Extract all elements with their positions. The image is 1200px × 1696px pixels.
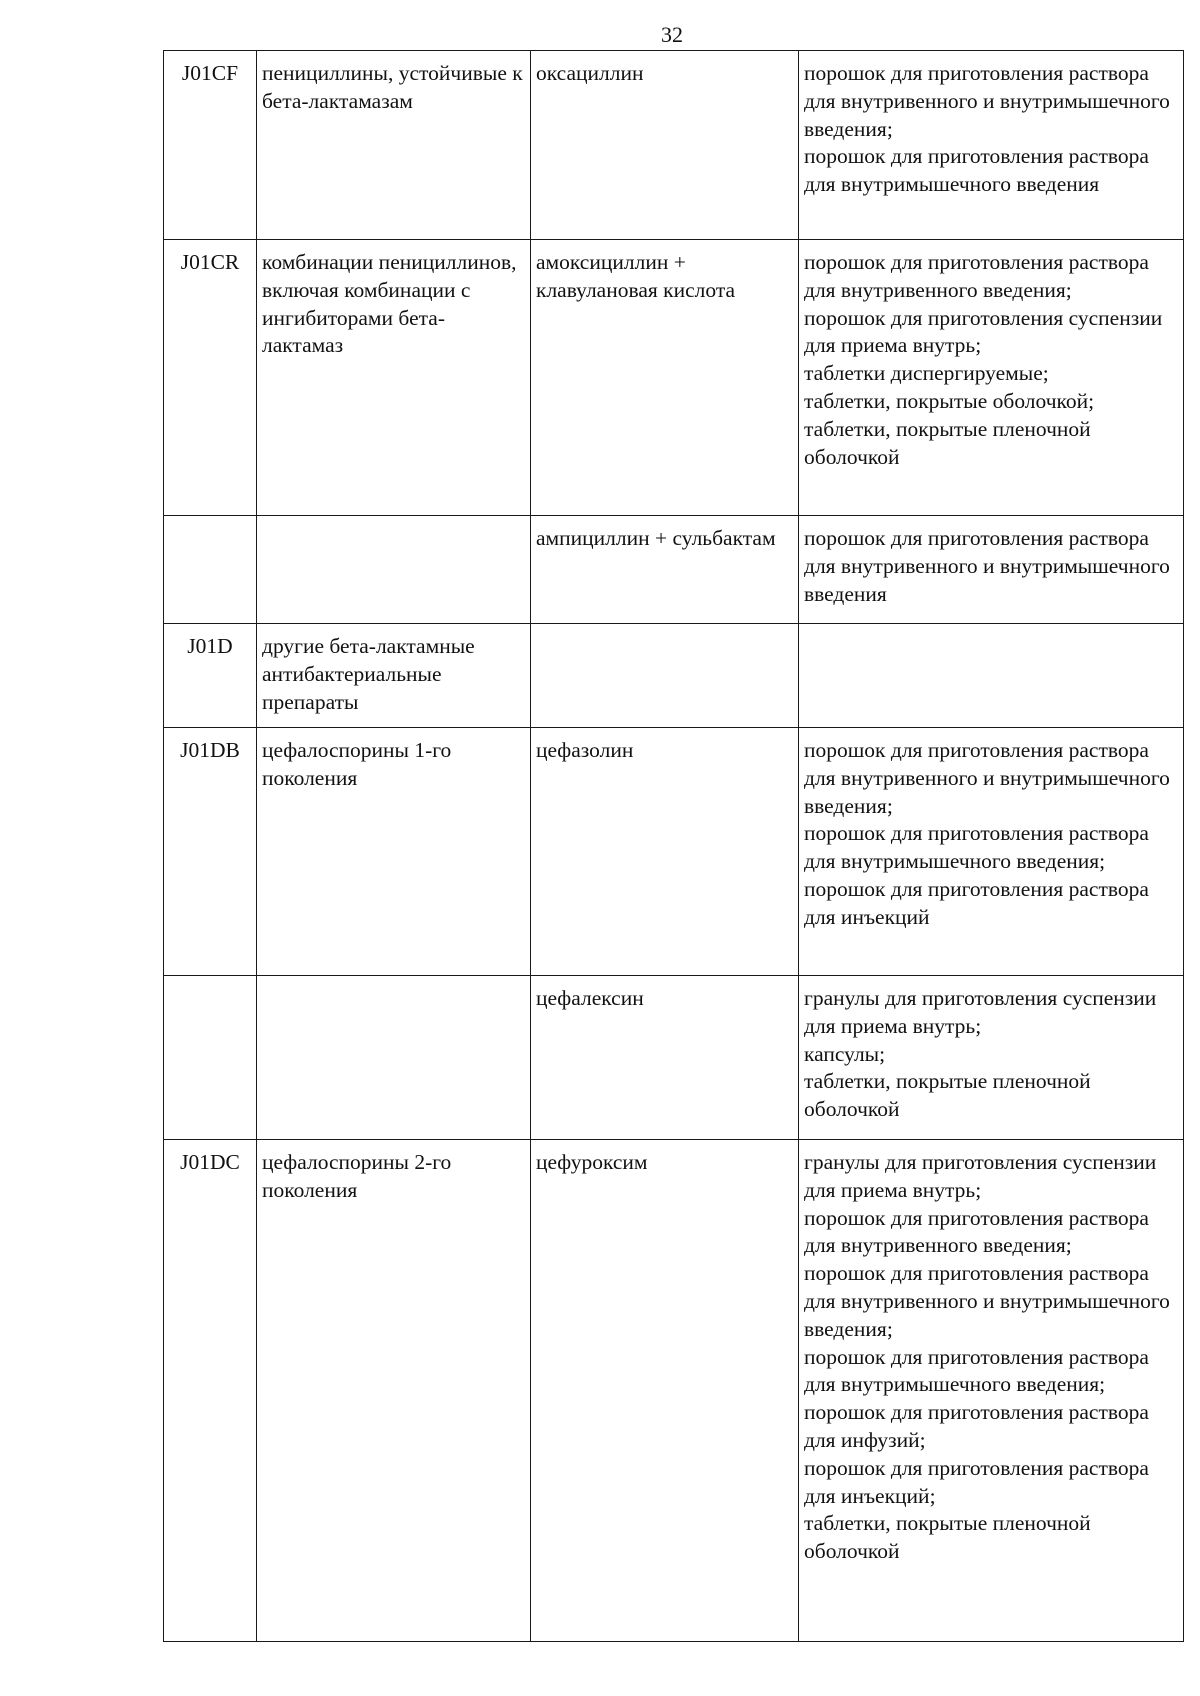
dosage-form: порошок для приготовления раствора для внутривенного и внутримышечного введения — [804, 526, 1170, 606]
table-row — [164, 728, 1184, 976]
drug-name: ампициллин + сульбактам — [531, 516, 799, 624]
dosage-form: порошок для приготовления раствора для внутривенного и внутримышечного введения; — [804, 738, 1170, 818]
dosage-form: порошок для приготовления раствора для инфузий; — [804, 1400, 1149, 1452]
atc-code: J01DC — [164, 1140, 257, 1642]
dosage-forms — [799, 240, 1184, 516]
dosage-form: таблетки, покрытые пленочной оболочкой — [804, 1069, 1091, 1122]
table-row — [164, 624, 1184, 728]
dosage-form: таблетки диспергируемые; — [804, 361, 1049, 386]
dosage-forms — [799, 976, 1184, 1140]
dosage-form: порошок для приготовления раствора для внутривенного введения; — [804, 1205, 1149, 1258]
dosage-form: порошок для приготовления раствора для инъекций; — [804, 1455, 1149, 1508]
dosage-form: порошок для приготовления раствора для внутривенного и внутримышечного введения; — [804, 1261, 1170, 1341]
dosage-form: гранулы для приготовления суспензии для приема внутрь; — [804, 1150, 1157, 1202]
dosage-form: порошок для приготовления раствора для внутривенного введения; — [804, 250, 1149, 302]
atc-code: J01CR — [164, 240, 257, 516]
dosage-forms — [799, 624, 1184, 728]
dosage-form: таблетки, покрытые пленочной оболочкой — [804, 416, 1091, 469]
drug-name: амоксициллин + клавулановая кислота — [531, 240, 799, 516]
dosage-form: порошок для приготовления раствора для инъекций — [804, 876, 1149, 929]
drug-name: цефазолин — [531, 728, 799, 976]
drug-group — [257, 516, 531, 624]
dosage-form: гранулы для приготовления суспензии для приема внутрь; — [804, 986, 1157, 1038]
page-number: 32 — [661, 22, 683, 47]
drug-group: другие бета-лактамные антибактериальные препараты — [257, 624, 531, 728]
drug-group: цефалоспорины 1-го поколения — [257, 728, 531, 976]
drug-name — [531, 624, 799, 728]
dosage-form: порошок для приготовления суспензии для приема внутрь; — [804, 305, 1163, 358]
dosage-forms — [799, 51, 1184, 240]
atc-code: J01D — [164, 624, 257, 728]
table-row — [164, 240, 1184, 516]
dosage-forms — [799, 516, 1184, 624]
table-row — [164, 51, 1184, 240]
table-row — [164, 1140, 1184, 1642]
drug-group: комбинации пенициллинов, включая комбинации с ингибиторами бета-лактамаз — [257, 240, 531, 516]
atc-code — [164, 516, 257, 624]
dosage-form: порошок для приготовления раствора для внутривенного и внутримышечного введения; — [804, 61, 1170, 141]
drug-group: пенициллины, устойчивые к бета-лактамазам — [257, 51, 531, 240]
drug-name: оксациллин — [531, 51, 799, 240]
drug-name: цефалексин — [531, 976, 799, 1140]
drug-group — [257, 976, 531, 1140]
dosage-form: капсулы; — [804, 1041, 886, 1066]
atc-code: J01CF — [164, 51, 257, 240]
atc-code: J01DB — [164, 728, 257, 976]
atc-code — [164, 976, 257, 1140]
dosage-form: таблетки, покрытые оболочкой; — [804, 388, 1095, 413]
dosage-form: порошок для приготовления раствора для внутримышечного введения; — [804, 1344, 1149, 1397]
dosage-form: порошок для приготовления раствора для внутримышечного введения; — [804, 821, 1149, 874]
drug-name: цефуроксим — [531, 1140, 799, 1642]
drug-group: цефалоспорины 2-го поколения — [257, 1140, 531, 1642]
table-row — [164, 516, 1184, 624]
table-row — [164, 976, 1184, 1140]
dosage-form: таблетки, покрытые пленочной оболочкой — [804, 1511, 1091, 1564]
dosage-forms — [799, 728, 1184, 976]
dosage-forms — [799, 1140, 1184, 1642]
drug-table — [163, 50, 1184, 1642]
dosage-form: порошок для приготовления раствора для внутримышечного введения — [804, 144, 1149, 197]
